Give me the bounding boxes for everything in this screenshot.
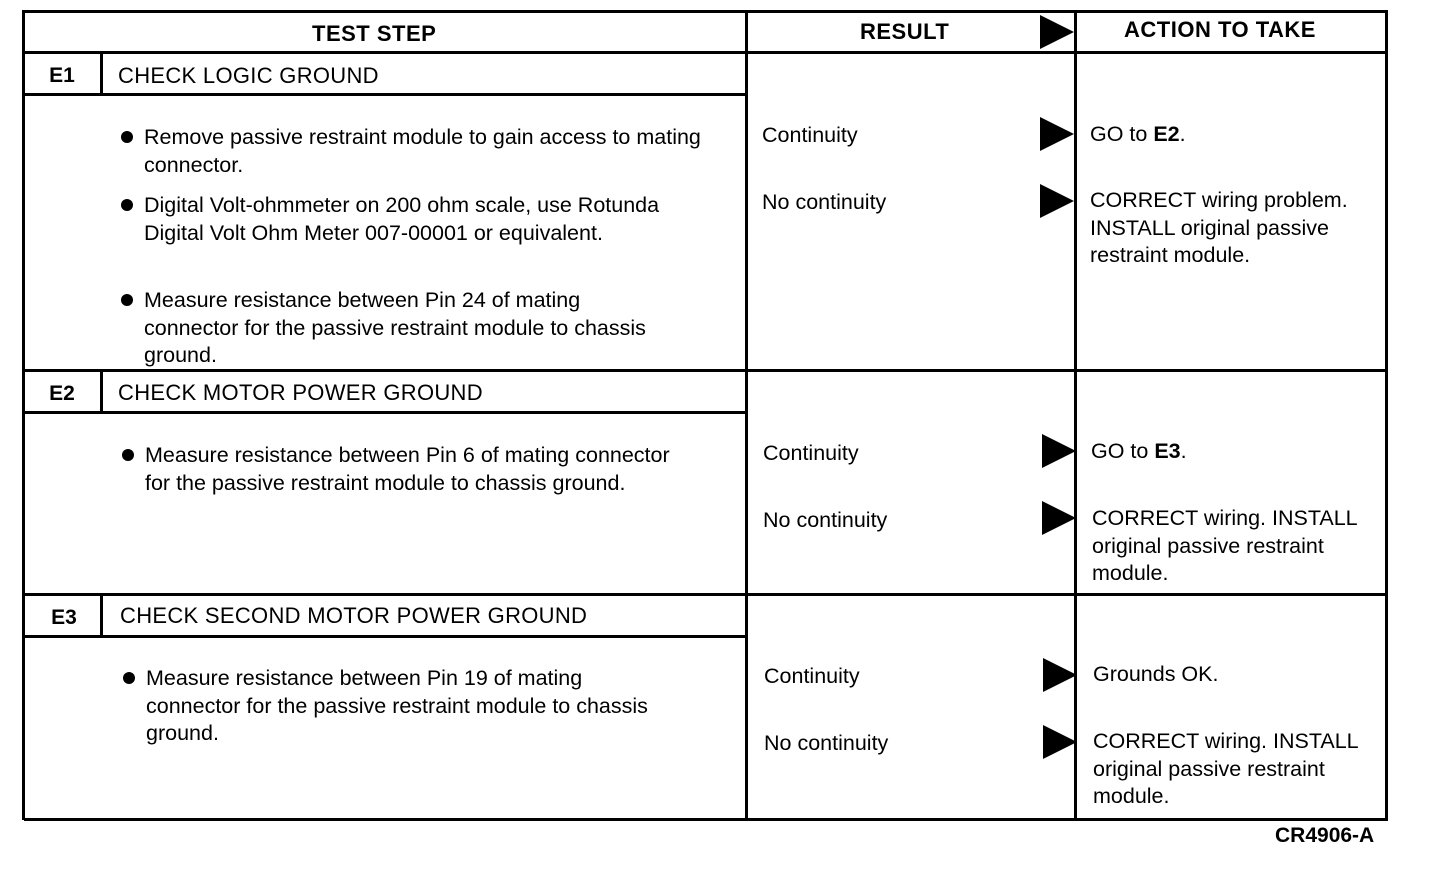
step-id: E1 [49,64,75,87]
action-text: GO to E3. [1091,439,1187,463]
result-text: No continuity [764,731,889,755]
header-action: ACTION TO TAKE [1124,17,1316,42]
arrow-icon [1040,184,1074,218]
step-bullet: Measure resistance between Pin 24 of mating connector for the passive restraint module to chassis ground. [144,287,674,370]
step-bullet: Remove passive restraint module to gain access to mating connector. [144,124,744,179]
arrow-icon [1042,501,1076,535]
arrow-icon [1043,725,1077,759]
step-bullet: Digital Volt-ohmmeter on 200 ohm scale, use Rotunda Digital Volt Ohm Meter 007-00001 or equivalent. [144,192,684,247]
header-arrow-icon [1040,15,1074,49]
arrow-icon [1042,434,1076,468]
header-test-step: TEST STEP [312,21,437,46]
result-text: Continuity [762,123,858,147]
arrow-icon [1040,117,1074,151]
figure-reference: CR4906-A [1275,824,1375,847]
arrow-icon [1043,658,1077,692]
result-text: No continuity [763,508,888,532]
result-text: No continuity [762,190,887,214]
bullet-icon [122,449,134,461]
bullet-icon [121,131,133,143]
step-id: E3 [51,606,77,629]
step-bullet: Measure resistance between Pin 6 of mating connector for the passive restraint module to chassis ground. [145,442,675,497]
action-text: GO to E2. [1090,122,1186,146]
step-id: E2 [49,382,75,405]
step-title: CHECK MOTOR POWER GROUND [118,380,483,405]
result-text: Continuity [763,441,859,465]
header-result: RESULT [860,19,950,44]
step-title: CHECK SECOND MOTOR POWER GROUND [120,603,588,628]
action-text: CORRECT wiring. INSTALL original passive restraint module. [1092,506,1357,585]
action-text: Grounds OK. [1093,662,1219,686]
step-title: CHECK LOGIC GROUND [118,63,379,88]
step-bullet: Measure resistance between Pin 19 of mating connector for the passive restraint module to chassis ground. [146,665,676,748]
bullet-icon [121,199,133,211]
action-text: CORRECT wiring problem. INSTALL original passive restraint module. [1090,188,1348,267]
bullet-icon [121,294,133,306]
action-text: CORRECT wiring. INSTALL original passive restraint module. [1093,729,1358,808]
result-text: Continuity [764,664,860,688]
bullet-icon [123,672,135,684]
